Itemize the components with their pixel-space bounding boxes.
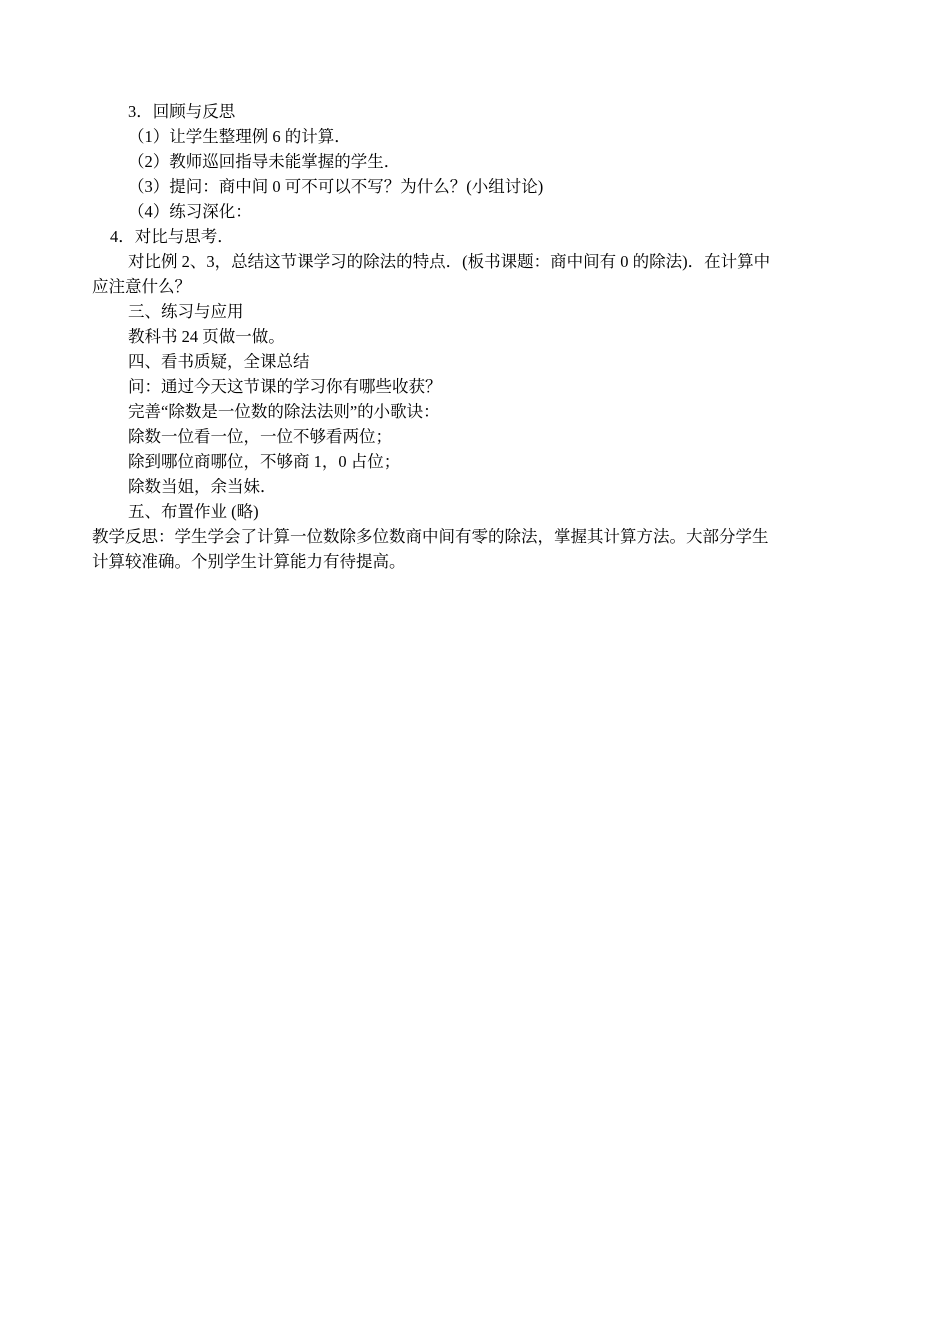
- paragraph-textbook: 教科书 24 页做一做。: [128, 327, 285, 346]
- paragraph-reflection-line-2: 计算较准确。个别学生计算能力有待提高。: [92, 552, 406, 571]
- list-item-1: （1）让学生整理例 6 的计算．: [128, 127, 351, 146]
- section-heading-homework: 五、布置作业 (略): [128, 502, 259, 521]
- section-heading-practice: 三、练习与应用: [128, 302, 244, 321]
- rhyme-line-3: 除数当姐，余当妹．: [128, 477, 277, 496]
- paragraph-rhyme-intro: 完善“除数是一位数的除法法则”的小歌诀：: [128, 402, 440, 421]
- rhyme-line-2: 除到哪位商哪位，不够商 1，0 占位；: [128, 452, 401, 471]
- section-heading-review: 3．回顾与反思: [128, 102, 236, 121]
- section-heading-summary: 四、看书质疑，全课总结: [128, 352, 310, 371]
- paragraph-question: 问：通过今天这节课的学习你有哪些收获？: [128, 377, 442, 396]
- paragraph-compare-line-2: 应注意什么？: [92, 277, 191, 296]
- paragraph-compare-line-1: 对比例 2、3，总结这节课学习的除法的特点．(板书课题：商中间有 0 的除法)．在计算中: [128, 252, 771, 271]
- list-item-3: （3）提问：商中间 0 可不可以不写？为什么？(小组讨论): [128, 177, 544, 196]
- rhyme-line-1: 除数一位看一位，一位不够看两位；: [128, 427, 392, 446]
- section-heading-compare: 4．对比与思考．: [110, 227, 234, 246]
- list-item-4: （4）练习深化：: [128, 202, 252, 221]
- paragraph-reflection-line-1: 教学反思：学生学会了计算一位数除多位数商中间有零的除法，掌握其计算方法。大部分学生: [92, 527, 769, 546]
- list-item-2: （2）教师巡回指导未能掌握的学生．: [128, 152, 401, 171]
